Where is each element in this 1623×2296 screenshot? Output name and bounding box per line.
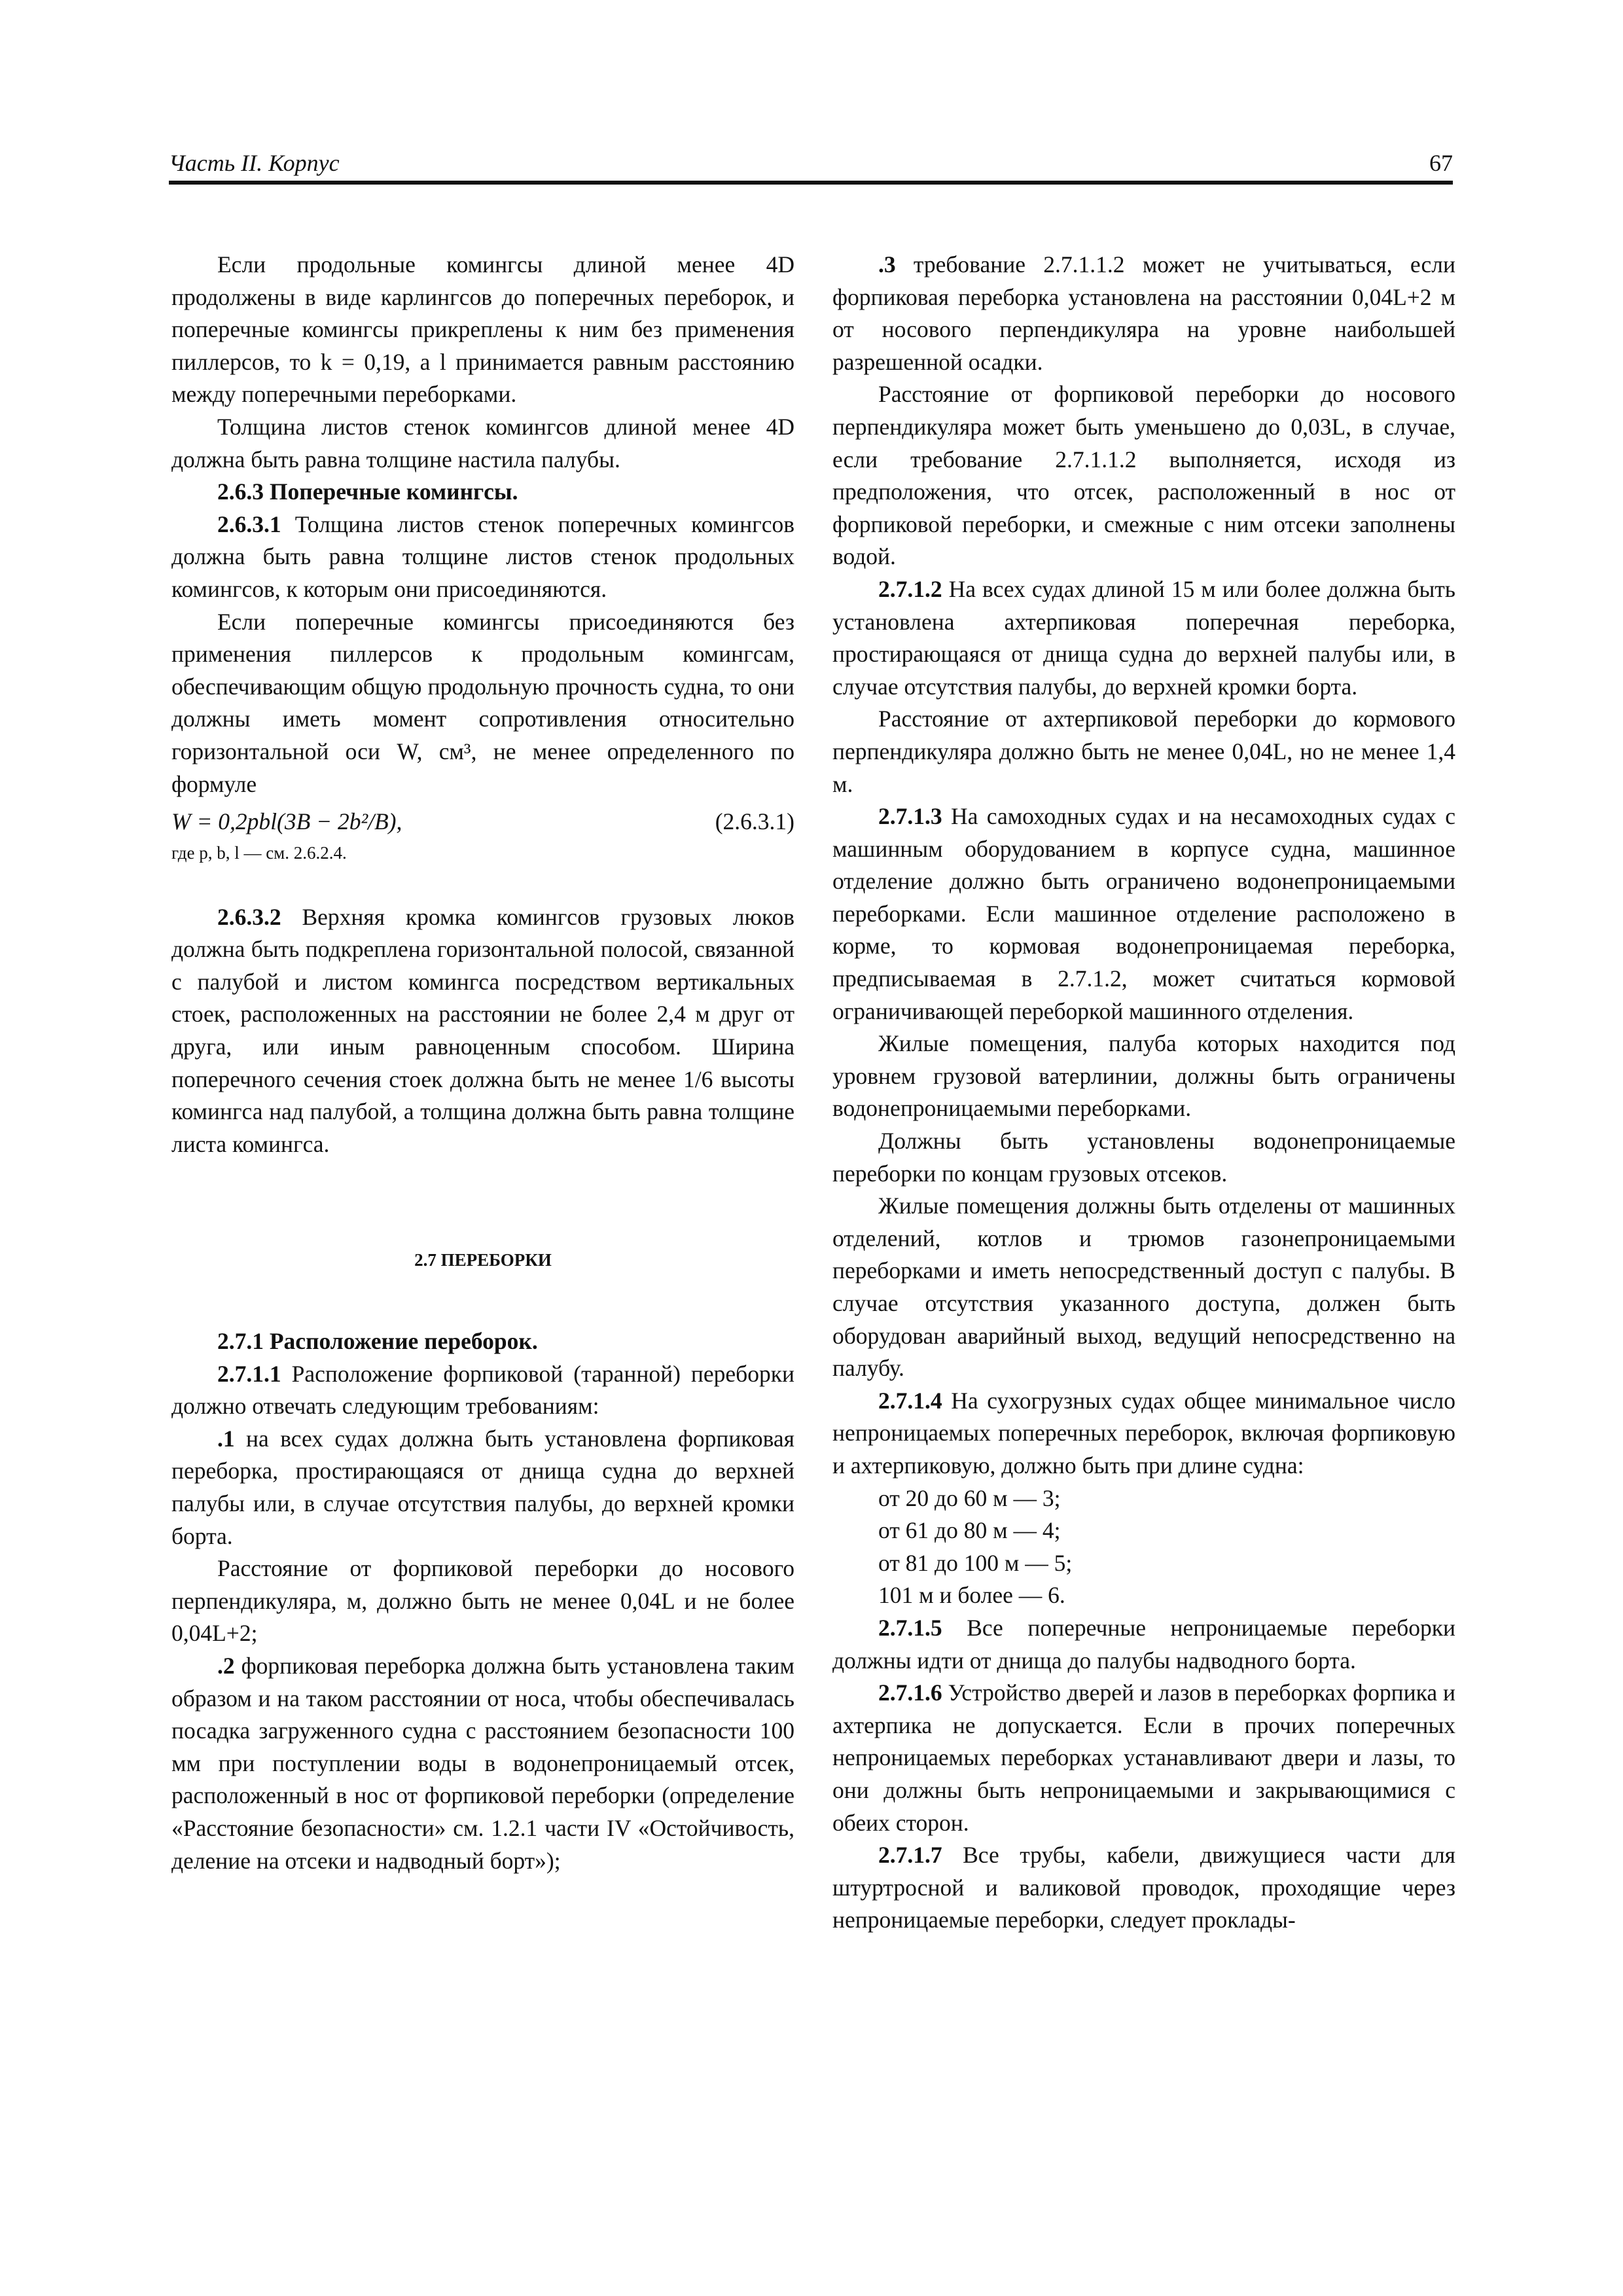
paragraph: Если поперечные комингсы присоединяются без применения пиллерсов к продольным комингсам, обеспечивающим общую продольную прочность судна, то они должны иметь момент сопротивления относительно горизонтальной оси W, см³, не менее определенного по формуле [171, 608, 794, 797]
paragraph-text: требование 2.7.1.1.2 может не учитываться, если форпиковая переборка установлена на расстоянии 0,04L+2 м от носового перпендикуляра на уровне наибольшей разрешенной осадки. [832, 251, 1455, 375]
clause-number: 2.7.1.4 [878, 1387, 942, 1414]
paragraph-text: Верхняя кромка комингсов грузовых люков должна быть подкреплена горизонтальной полосой, связанной с палубой и листом комингса посредством вертикальных стоек, расположенных на расстоянии не более 2,4 м друг от друга, или иным равноценным способом. Ширина поперечного сечения стоек должна быть не менее 1/6 высоты комингса над палубой, а толщина должна быть равна толщине листа комингса. [171, 903, 794, 1157]
paragraph-text: Все поперечные непроницаемые переборки должны идти от днища до палубы надводного борта. [832, 1614, 1455, 1674]
page-number: 67 [1429, 150, 1453, 176]
paragraph [171, 1358, 794, 1423]
subsection-heading: 2.7.1 Расположение переборок. [217, 1328, 538, 1355]
clause-number: 2.6.3.2 [217, 903, 281, 930]
subsection-heading: 2.6.3 Поперечные комингсы. [217, 478, 518, 505]
clause-number: 2.6.3.1 [217, 511, 281, 537]
section-heading: 2.7 ПЕРЕБОРКИ [414, 1250, 552, 1270]
paragraph-text: На всех судах длиной 15 м или более должна быть установлена ахтерпиковая поперечная переборка, простирающаяся от днища судна до верхней палубы или, в случае отсутствия палубы, до верхней кромки борта. [832, 575, 1455, 700]
item-number: .3 [878, 251, 896, 278]
paragraph-text: Все трубы, кабели, движущиеся части для штуртросной и валиковой проводок, проходящие через непроницаемые переборки, следует проклады- [832, 1842, 1455, 1933]
formula-number: (2.6.3.1) [715, 808, 794, 835]
running-title: Часть II. Корпус [169, 150, 340, 176]
paragraph-text: форпиковая переборка должна быть установлена таким образом и на таком расстоянии от носа, чтобы обеспечивалась посадка загруженного судна с расстоянием безопасности 100 мм при поступлении воды в водонепроницаемый отсек, расположенный в нос от форпиковой переборки (определение «Расстояние безопасности» см. 1.2.1 части IV «Остойчивость, деление на отсеки и надводный борт»); [171, 1652, 794, 1874]
list-item: от 81 до 100 м — 5; [878, 1549, 1073, 1576]
clause-number: 2.7.1.3 [878, 803, 942, 830]
paragraph: Если продольные комингсы длиной менее 4D продолжены в виде карлингсов до поперечных переборок, и поперечные комингсы прикреплены к ним без применения пиллерсов, то k = 0,19, а l принимается равным расстоянию между поперечными переборками. [171, 251, 794, 408]
list-item: от 61 до 80 м — 4; [878, 1517, 1061, 1544]
clause-number: 2.7.1.6 [878, 1679, 942, 1706]
paragraph-text: На самоходных судах и на несамоходных судах с машинным оборудованием в корпусе судна, машинное отделение должно быть ограничено водонепроницаемыми переборками. Если машинное отделение расположено в корме, то кормовая водонепроницаемая переборка, предписываемая в 2.7.1.2, может считаться кормовой ограничивающей переборкой машинного отделения. [832, 803, 1455, 1024]
paragraph [832, 1839, 1455, 1937]
clause-number: 2.7.1.5 [878, 1614, 942, 1641]
left-column [171, 249, 794, 1877]
paragraph: Расстояние от форпиковой переборки до носового перпендикуляра может быть уменьшено до 0,03L, в случае, если требование 2.7.1.1.2 выполняется, исходя из предположения, что отсек, расположенный в нос от форпиковой переборки, и смежные с ним отсеки заполнены водой. [832, 381, 1455, 570]
paragraph: Расстояние от форпиковой переборки до носового перпендикуляра, м, должно быть не менее 0,04L и не более 0,04L+2; [171, 1555, 794, 1647]
paragraph [171, 509, 794, 606]
list-item [171, 1650, 794, 1877]
paragraph-text: Толщина листов стенок поперечных комингсов должна быть равна толщине листов стенок продольных комингсов, к которым они присоединяются. [171, 511, 794, 602]
formula-note: где p, b, l — см. 2.6.2.4. [171, 842, 347, 863]
paragraph-text: На сухогрузных судах общее минимальное число непроницаемых поперечных переборок, включая форпиковую и ахтерпиковую, должно быть при длине судна: [832, 1387, 1455, 1479]
running-header [169, 139, 1453, 185]
paragraph [832, 1677, 1455, 1839]
list-item [171, 1423, 794, 1552]
paragraph-text: Устройство дверей и лазов в переборках форпика и ахтерпика не допускается. Если в прочих поперечных непроницаемых переборках устанавливают двери и лазы, то они должны быть непроницаемыми и закрывающимися с обеих сторон. [832, 1679, 1455, 1836]
paragraph [832, 1385, 1455, 1482]
paragraph: Расстояние от ахтерпиковой переборки до кормового перпендикуляра должно быть не менее 0,04L, но не менее 1,4 м. [832, 706, 1455, 797]
formula-line [171, 806, 794, 838]
clause-number: 2.7.1.7 [878, 1842, 942, 1869]
paragraph: Жилые помещения, палуба которых находится под уровнем грузовой ватерлинии, должны быть ограничены водонепроницаемыми переборками. [832, 1030, 1455, 1122]
list-item: 101 м и более — 6. [878, 1582, 1065, 1609]
paragraph: Жилые помещения должны быть отделены от машинных отделений, котлов и трюмов газонепроницаемыми переборками и иметь непосредственный доступ с палубы. В случае отсутствия указанного доступа, должен быть оборудован аварийный выход, ведущий непосредственно на палубу. [832, 1193, 1455, 1382]
paragraph: Толщина листов стенок комингсов длиной менее 4D должна быть равна толщине настила палубы. [171, 413, 794, 473]
formula: W = 0,2pbl(3B − 2b²/B), [171, 808, 402, 835]
paragraph: Должны быть установлены водонепроницаемые переборки по концам грузовых отсеков. [832, 1128, 1455, 1187]
item-number: .1 [217, 1425, 235, 1452]
paragraph [832, 573, 1455, 703]
list-item: от 20 до 60 м — 3; [878, 1484, 1061, 1511]
paragraph [832, 800, 1455, 1028]
paragraph-text: на всех судах должна быть установлена форпиковая переборка, простирающаяся от днища судна до верхней палубы или, в случае отсутствия палубы, до верхней кромки борта. [171, 1425, 794, 1549]
paragraph-text: Расположение форпиковой (таранной) переборки должно отвечать следующим требованиям: [171, 1360, 794, 1420]
clause-number: 2.7.1.1 [217, 1360, 281, 1387]
right-column [832, 249, 1455, 1937]
paragraph [832, 1612, 1455, 1677]
paragraph [171, 901, 794, 1161]
clause-number: 2.7.1.2 [878, 575, 942, 602]
list-item [832, 249, 1455, 378]
item-number: .2 [217, 1652, 235, 1679]
